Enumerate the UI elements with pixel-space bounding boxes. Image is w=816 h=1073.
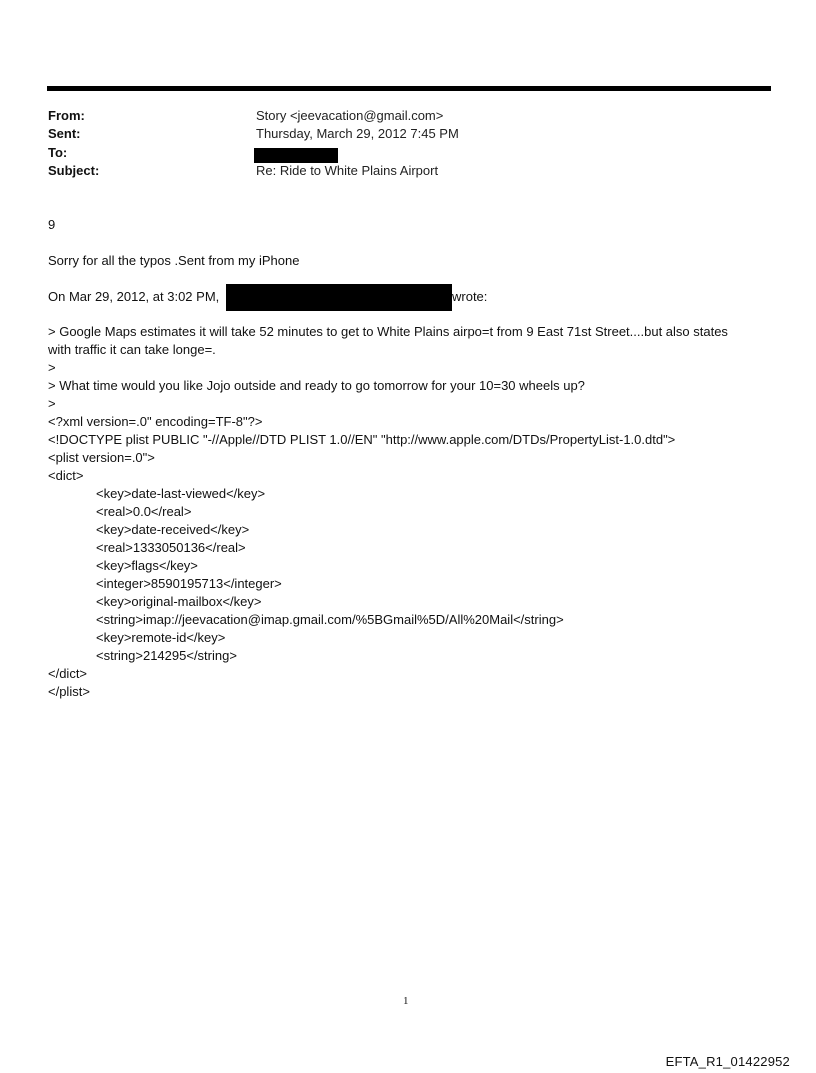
dict-line: <key>original-mailbox</key> <box>96 594 262 609</box>
dict-line: <integer>8590195713</integer> <box>96 576 282 591</box>
body-sorry: Sorry for all the typos .Sent from my iPhone <box>48 253 300 268</box>
quote-gt-2: > <box>48 396 56 411</box>
body-on-date: On Mar 29, 2012, at 3:02 PM, <box>48 289 220 304</box>
body-wrote: wrote: <box>452 289 488 304</box>
dict-close: </dict> <box>48 666 88 681</box>
dict-line: <key>date-received</key> <box>96 522 250 537</box>
bates-number: EFTA_R1_01422952 <box>665 1054 790 1069</box>
plist-close: </plist> <box>48 684 90 699</box>
page-number: 1 <box>403 995 409 1007</box>
subject-label: Subject: <box>48 163 100 178</box>
dict-line: <key>date-last-viewed</key> <box>96 486 266 501</box>
subject-value: Re: Ride to White Plains Airport <box>256 163 439 178</box>
dict-line: <string>imap://jeevacation@imap.gmail.com/%5BGmail%5D/All%20Mail</string> <box>96 612 564 627</box>
dict-line: <real>1333050136</real> <box>96 540 246 555</box>
doctype-line: <!DOCTYPE plist PUBLIC "-//Apple//DTD PLIST 1.0//EN" "http://www.apple.com/DTDs/PropertyList-1.0.dtd"> <box>48 432 676 447</box>
sender-redaction <box>226 284 452 311</box>
dict-line: <key>flags</key> <box>96 558 198 573</box>
to-label: To: <box>48 145 68 160</box>
body-line-9: 9 <box>48 217 56 232</box>
dict-line: <string>214295</string> <box>96 648 237 663</box>
dict-line: <real>0.0</real> <box>96 504 192 519</box>
sent-value: Thursday, March 29, 2012 7:45 PM <box>256 126 459 141</box>
sent-label: Sent: <box>48 126 81 141</box>
to-redaction <box>254 148 338 163</box>
from-label: From: <box>48 108 85 123</box>
from-value: Story <jeevacation@gmail.com> <box>256 108 444 123</box>
quote-line-2: > What time would you like Jojo outside and ready to go tomorrow for your 10=30 wheels up? <box>48 378 585 393</box>
xml-declaration: <?xml version=.0" encoding=TF-8"?> <box>48 414 263 429</box>
quote-gt-1: > <box>48 360 56 375</box>
plist-open: <plist version=.0"> <box>48 450 155 465</box>
dict-line: <key>remote-id</key> <box>96 630 226 645</box>
header-divider <box>47 86 771 91</box>
quote-line-1b: with traffic it can take longe=. <box>48 342 216 357</box>
dict-open: <dict> <box>48 468 84 483</box>
quote-line-1a: > Google Maps estimates it will take 52 minutes to get to White Plains airpo=t from 9 East 71st Street....but also states <box>48 324 728 339</box>
